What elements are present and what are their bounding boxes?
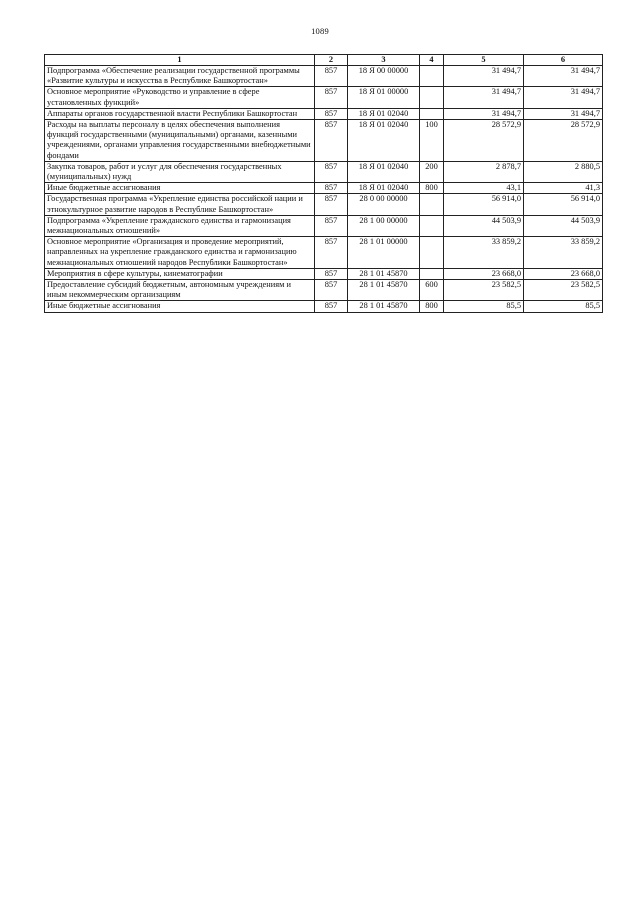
column-header-4: 4 (420, 55, 444, 66)
target-article-cell: 18 Я 01 02040 (348, 120, 420, 162)
target-article-cell: 28 1 01 45870 (348, 301, 420, 312)
budget-table (44, 54, 603, 313)
amount-col6-cell: 23 582,5 (524, 280, 603, 301)
target-article-cell: 28 1 01 45870 (348, 280, 420, 301)
target-article-cell: 28 1 01 45870 (348, 268, 420, 279)
amount-col6-cell: 85,5 (524, 301, 603, 312)
row-name-cell: Иные бюджетные ассигнования (45, 301, 315, 312)
row-name-cell: Аппараты органов государственной власти Республики Башкортостан (45, 108, 315, 119)
expense-type-cell (420, 108, 444, 119)
row-name-cell: Подпрограмма «Обеспечение реализации государственной программы «Развитие культуры и искусства в Республике Башкортостан» (45, 66, 315, 87)
table-row (45, 237, 603, 269)
expense-type-cell (420, 237, 444, 269)
amount-col5-cell: 85,5 (444, 301, 524, 312)
admin-code-cell: 857 (315, 120, 348, 162)
expense-type-cell (420, 87, 444, 108)
amount-col6-cell: 56 914,0 (524, 194, 603, 215)
row-name-cell: Закупка товаров, работ и услуг для обеспечения государственных (муниципальных) нужд (45, 161, 315, 182)
amount-col5-cell: 31 494,7 (444, 66, 524, 87)
admin-code-cell: 857 (315, 87, 348, 108)
table-row (45, 120, 603, 162)
admin-code-cell: 857 (315, 161, 348, 182)
target-article-cell: 18 Я 00 00000 (348, 66, 420, 87)
table-row (45, 301, 603, 312)
admin-code-cell: 857 (315, 268, 348, 279)
amount-col6-cell: 31 494,7 (524, 66, 603, 87)
table-row (45, 215, 603, 236)
amount-col6-cell: 33 859,2 (524, 237, 603, 269)
amount-col5-cell: 2 878,7 (444, 161, 524, 182)
table-header-row (45, 55, 603, 66)
amount-col5-cell: 31 494,7 (444, 108, 524, 119)
expense-type-cell: 800 (420, 183, 444, 194)
row-name-cell: Иные бюджетные ассигнования (45, 183, 315, 194)
table-row (45, 161, 603, 182)
target-article-cell: 28 0 00 00000 (348, 194, 420, 215)
admin-code-cell: 857 (315, 194, 348, 215)
admin-code-cell: 857 (315, 301, 348, 312)
amount-col5-cell: 56 914,0 (444, 194, 524, 215)
amount-col5-cell: 23 582,5 (444, 280, 524, 301)
admin-code-cell: 857 (315, 237, 348, 269)
row-name-cell: Предоставление субсидий бюджетным, автономным учреждениям и иным некоммерческим организациям (45, 280, 315, 301)
target-article-cell: 18 Я 01 02040 (348, 183, 420, 194)
admin-code-cell: 857 (315, 108, 348, 119)
admin-code-cell: 857 (315, 183, 348, 194)
table-row (45, 280, 603, 301)
row-name-cell: Подпрограмма «Укрепление гражданского единства и гармонизация межнациональных отношений» (45, 215, 315, 236)
expense-type-cell: 200 (420, 161, 444, 182)
admin-code-cell: 857 (315, 280, 348, 301)
table-row (45, 66, 603, 87)
amount-col6-cell: 44 503,9 (524, 215, 603, 236)
row-name-cell: Основное мероприятие «Организация и проведение мероприятий, направленных на укрепление гражданского единства и гармонизацию межнациональных отношений народов Республики Башкортостан» (45, 237, 315, 269)
row-name-cell: Мероприятия в сфере культуры, кинематографии (45, 268, 315, 279)
column-header-6: 6 (524, 55, 603, 66)
table-row (45, 87, 603, 108)
amount-col6-cell: 31 494,7 (524, 87, 603, 108)
column-header-3: 3 (348, 55, 420, 66)
amount-col6-cell: 31 494,7 (524, 108, 603, 119)
expense-type-cell: 800 (420, 301, 444, 312)
column-header-5: 5 (444, 55, 524, 66)
target-article-cell: 28 1 00 00000 (348, 215, 420, 236)
amount-col5-cell: 28 572,9 (444, 120, 524, 162)
amount-col6-cell: 41,3 (524, 183, 603, 194)
amount-col5-cell: 31 494,7 (444, 87, 524, 108)
row-name-cell: Основное мероприятие «Руководство и управление в сфере установленных функций» (45, 87, 315, 108)
amount-col5-cell: 23 668,0 (444, 268, 524, 279)
amount-col5-cell: 44 503,9 (444, 215, 524, 236)
admin-code-cell: 857 (315, 215, 348, 236)
column-header-2: 2 (315, 55, 348, 66)
target-article-cell: 18 Я 01 02040 (348, 108, 420, 119)
target-article-cell: 18 Я 01 02040 (348, 161, 420, 182)
table-row (45, 268, 603, 279)
expense-type-cell (420, 268, 444, 279)
column-header-1: 1 (45, 55, 315, 66)
amount-col5-cell: 43,1 (444, 183, 524, 194)
admin-code-cell: 857 (315, 66, 348, 87)
table-row (45, 183, 603, 194)
expense-type-cell: 600 (420, 280, 444, 301)
amount-col6-cell: 2 880,5 (524, 161, 603, 182)
amount-col6-cell: 23 668,0 (524, 268, 603, 279)
target-article-cell: 28 1 01 00000 (348, 237, 420, 269)
expense-type-cell: 100 (420, 120, 444, 162)
table-row (45, 108, 603, 119)
table-row (45, 194, 603, 215)
amount-col5-cell: 33 859,2 (444, 237, 524, 269)
row-name-cell: Государственная программа «Укрепление единства российской нации и этнокультурное развитие народов в Республике Башкортостан» (45, 194, 315, 215)
page-number: 1089 (311, 26, 329, 36)
target-article-cell: 18 Я 01 00000 (348, 87, 420, 108)
amount-col6-cell: 28 572,9 (524, 120, 603, 162)
row-name-cell: Расходы на выплаты персоналу в целях обеспечения выполнения функций государственными (муниципальными) органами, казенными учреждениями, органами управления государственными внебюджетными фондами (45, 120, 315, 162)
expense-type-cell (420, 215, 444, 236)
expense-type-cell (420, 194, 444, 215)
expense-type-cell (420, 66, 444, 87)
